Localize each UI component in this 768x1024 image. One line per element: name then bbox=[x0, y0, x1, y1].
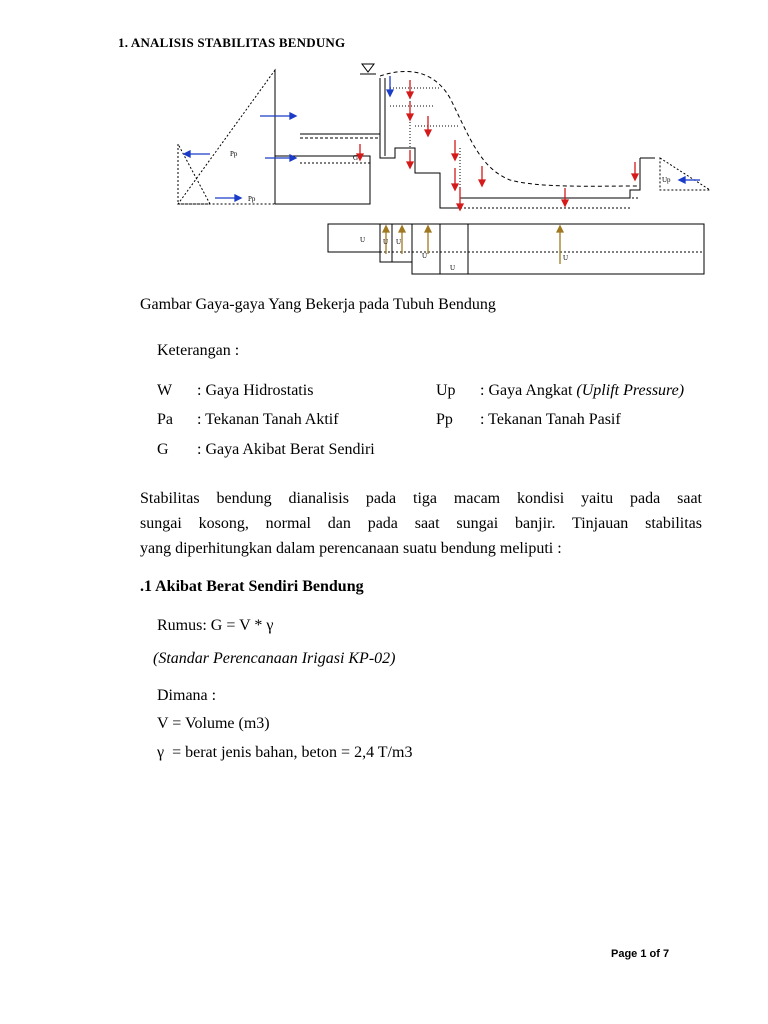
svg-text:U: U bbox=[450, 264, 456, 272]
body-paragraph: Stabilitas bendung dianalisis pada tiga macam kondisi yaitu pada saat sungai kosong, normal dan pada saat sungai banjir. Tinjauan stabilitas yang diperhitungkan dalam perencanaan suatu bendung meliputi : bbox=[140, 490, 702, 557]
legend-desc-pp: : Tekanan Tanah Pasif bbox=[480, 411, 621, 428]
legend-sym-up: Up bbox=[436, 382, 456, 399]
figure-caption: Gambar Gaya-gaya Yang Bekerja pada Tubuh Bendung bbox=[140, 296, 496, 313]
hydrostatic-triangle bbox=[178, 70, 275, 204]
definition-volume: V = Volume (m3) bbox=[157, 715, 270, 732]
label-up-right: Up bbox=[662, 176, 671, 184]
legend-sym-w: W bbox=[157, 382, 173, 399]
svg-text:U: U bbox=[396, 238, 402, 246]
svg-text:U: U bbox=[422, 252, 428, 260]
reference: (Standar Perencanaan Irigasi KP-02) bbox=[153, 650, 396, 667]
section-heading: 1. ANALISIS STABILITAS BENDUNG bbox=[118, 35, 346, 50]
legend-desc-g: : Gaya Akibat Berat Sendiri bbox=[197, 441, 375, 458]
earth-pressure-triangle bbox=[178, 144, 210, 204]
legend-sym-g: G bbox=[157, 441, 169, 458]
svg-text:G: G bbox=[353, 154, 359, 162]
legend-sym-pp: Pp bbox=[436, 411, 453, 428]
label-pp-left: Pp bbox=[230, 150, 238, 158]
formula: Rumus: G = V * γ bbox=[157, 617, 274, 634]
svg-text:U: U bbox=[563, 254, 569, 262]
svg-text:U: U bbox=[360, 236, 366, 244]
label-pp-left2: Pp bbox=[248, 195, 256, 203]
page-number: Page 1 of 7 bbox=[611, 948, 670, 960]
dimana-label: Dimana : bbox=[157, 687, 217, 704]
uplift-box-main bbox=[468, 224, 704, 274]
keterangan-title: Keterangan : bbox=[157, 342, 240, 359]
ogee-crest bbox=[380, 71, 640, 186]
legend-desc-pa: : Tekanan Tanah Aktif bbox=[197, 411, 339, 428]
legend-desc-w: : Gaya Hidrostatis bbox=[197, 382, 314, 399]
weir-body-outline bbox=[380, 78, 640, 208]
legend-sym-pa: Pa bbox=[157, 411, 173, 428]
definition-gamma: γ = berat jenis bahan, beton = 2,4 T/m3 bbox=[157, 744, 413, 761]
weir-force-diagram bbox=[170, 58, 715, 280]
legend-desc-up: : Gaya Angkat (Uplift Pressure) bbox=[480, 382, 685, 399]
uplift-box-1 bbox=[328, 224, 380, 252]
subsection-heading: .1 Akibat Berat Sendiri Bendung bbox=[140, 578, 364, 595]
svg-text:U: U bbox=[383, 238, 389, 246]
